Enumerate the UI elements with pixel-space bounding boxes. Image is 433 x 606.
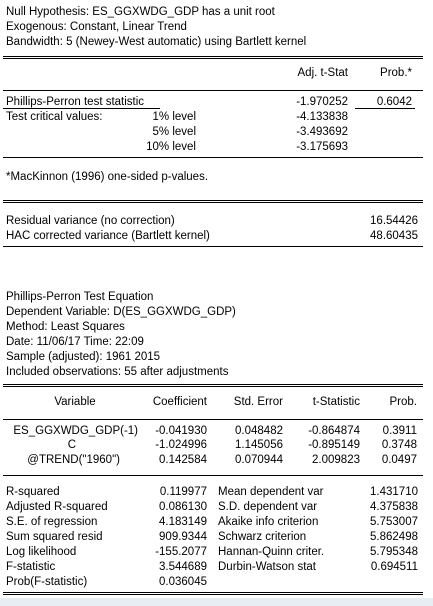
divider [3,592,423,595]
coef-header-variable: Variable [54,396,96,408]
coef-value: 0.142584 [159,454,207,466]
null-hypothesis: Null Hypothesis: ES_GGXWDG_GDP has a unit root [6,6,275,18]
stat-label: Schwarz criterion [218,531,307,543]
residual-variance-label: Residual variance (no correction) [6,215,175,227]
col-header-prob: Prob.* [380,67,412,79]
divider [3,56,423,59]
crit-level: 10% level [146,141,196,153]
coef-prob: 0.3748 [381,439,417,451]
date-line: Date: 11/06/17 Time: 22:09 [6,336,144,348]
crit-value: -3.493692 [296,126,348,138]
residual-variance-value: 16.54426 [370,215,418,227]
stat-value: 0.119977 [159,486,207,498]
crit-level: 5% level [152,126,196,138]
divider [3,246,423,247]
divider [3,157,423,158]
divider [355,108,415,109]
stat-value: 5.753007 [370,516,418,528]
stat-value: 0.036045 [159,576,207,588]
bandwidth-line: Bandwidth: 5 (Newey-West automatic) using Bartlett kernel [6,36,307,48]
observations-line: Included observations: 55 after adjustments [6,366,229,378]
coef-std-error: 0.070944 [235,454,283,466]
coef-t-stat: 2.009823 [312,454,360,466]
stat-label: Hannan-Quinn criter. [218,546,325,558]
mackinnon-footnote: *MacKinnon (1996) one-sided p-values. [6,171,209,183]
stat-value: 1.431710 [370,486,418,498]
stat-value: 4.183149 [159,516,207,528]
stat-value: -155.2077 [155,546,207,558]
coef-header-t-statistic: t-Statistic [312,396,360,408]
coef-std-error: 1.145056 [235,439,283,451]
critical-values-label: Test critical values: [6,111,103,123]
divider [3,384,423,387]
stat-value: 909.9344 [159,531,207,543]
sample-line: Sample (adjusted): 1961 2015 [6,351,161,363]
stat-value: 0.694511 [370,561,418,573]
exogenous-line: Exogenous: Constant, Linear Trend [6,21,187,33]
stat-label: Durbin-Watson stat [218,561,316,573]
method-line: Method: Least Squares [6,321,125,333]
stat-label: Prob(F-statistic) [6,576,88,588]
pp-test-stat-prob: 0.6042 [376,96,412,108]
crit-value: -3.175693 [296,141,348,153]
coef-variable: ES_GGXWDG_GDP(-1) [13,425,138,437]
divider [3,419,423,420]
coef-header-prob: Prob. [389,396,417,408]
divider [3,90,423,91]
coef-prob: 0.3911 [382,425,417,437]
coef-variable: @TREND("1960") [27,454,120,466]
coef-variable: C [67,439,76,451]
divider [3,200,423,203]
stat-value: 0.086130 [159,501,207,513]
coef-header-std-error: Std. Error [233,396,283,408]
col-header-adj-tstat: Adj. t-Stat [297,67,348,79]
test-equation-title: Phillips-Perron Test Equation [6,291,154,303]
hac-variance-label: HAC corrected variance (Bartlett kernel) [6,230,210,242]
stat-value: 5.862498 [370,531,418,543]
stat-label: Adjusted R-squared [6,501,108,513]
coef-value: -0.041930 [155,425,207,437]
stat-label: Mean dependent var [218,486,324,498]
coef-std-error: 0.048482 [235,425,283,437]
stat-label: Log likelihood [6,546,77,558]
coef-t-stat: -0.895149 [308,439,360,451]
divider [3,108,160,109]
stat-label: S.E. of regression [6,516,98,528]
stat-value: 4.375838 [370,501,418,513]
stat-value: 3.544689 [159,561,207,573]
stat-value: 5.795348 [370,546,418,558]
coef-t-stat: -0.864874 [308,425,360,437]
coef-header-coefficient: Coefficient [152,396,207,408]
dependent-variable: Dependent Variable: D(ES_GGXWDG_GDP) [6,306,236,318]
crit-value: -4.133838 [296,111,348,123]
pp-test-stat-value: -1.970252 [296,96,348,108]
coef-prob: 0.0497 [381,454,417,466]
stat-label: Sum squared resid [6,531,103,543]
coef-value: -1.024996 [155,439,207,451]
hac-variance-value: 48.60435 [370,230,418,242]
divider [3,475,423,476]
stat-label: Akaike info criterion [218,516,319,528]
pp-test-stat-label: Phillips-Perron test statistic [6,96,145,108]
stat-label: S.D. dependent var [218,501,318,513]
stat-label: R-squared [6,486,60,498]
crit-level: 1% level [152,111,196,123]
stat-label: F-statistic [6,561,56,573]
window-bottom-edge [0,598,433,606]
